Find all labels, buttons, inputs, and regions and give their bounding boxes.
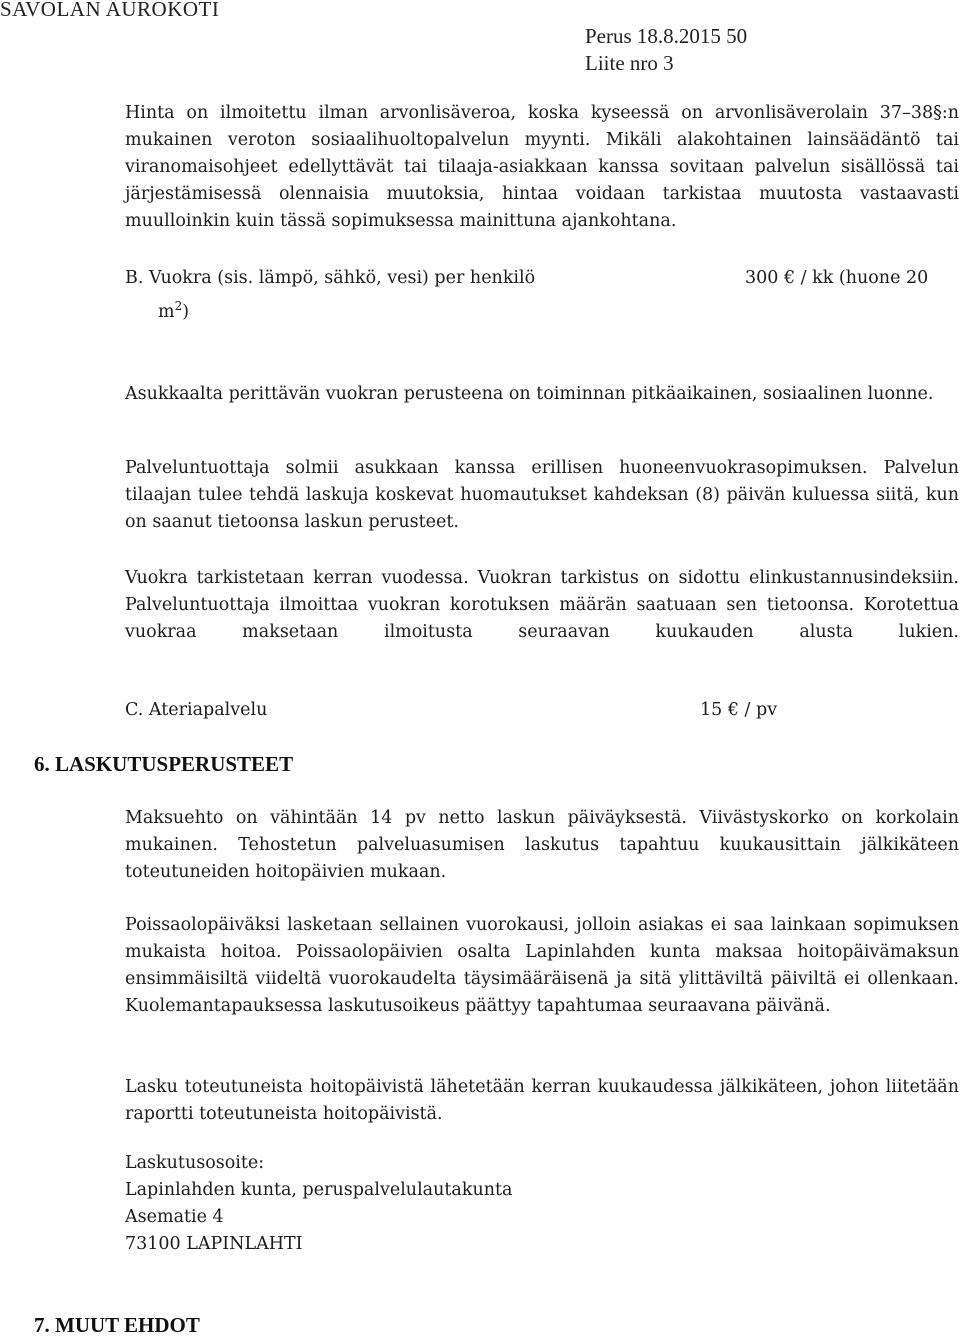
billing-address-line-2: Asematie 4 (125, 1207, 224, 1227)
invoice-paragraph: Lasku toteutuneista hoitopäivistä lähetetään kerran kuukaudessa jälkikäteen, johon liitetään raportti toteutuneista hoitopäivistä. (125, 1077, 959, 1124)
billing-address-label: Laskutusosoite: (125, 1153, 265, 1173)
price-intro-paragraph: Hinta on ilmoitettu ilman arvonlisäveroa, koska kyseessä on arvonlisäverolain 37–38§:n mukainen veroton sosiaalihuoltopalvelun myynti. Mikäli alakohtainen lainsäädäntö tai viranomaisohjeet edellyttävät tai tilaaja-asiakkaan kanssa sovitaan palvelun sisällössä tai järjestämisessä olennaisia muutoksia, hintaa voidaan tarkistaa muutosta vastaavasti muulloinkin kuin tässä sopimuksessa mainittuna ajankohtana. (125, 103, 959, 231)
section-6-heading: 6. LASKUTUSPERUSTEET (34, 752, 294, 776)
rent-unit-close: ) (182, 302, 190, 322)
organization-name: SAVOLAN AUROKOTI (0, 0, 220, 21)
meal-service-label: C. Ateriapalvelu (125, 700, 268, 720)
rent-unit-m: m (158, 302, 175, 322)
rent-unit-superscript: 2 (174, 299, 183, 313)
rent-contract-paragraph: Palveluntuottaja solmii asukkaan kanssa erillisen huoneenvuokrasopimuksen. Palvelun tilaajan tulee tehdä laskuja koskevat huomautukset kahdeksan (8) päivän kuluessa siitä, kun on saanut tietoonsa laskun perusteet. (125, 458, 959, 532)
billing-address-line-1: Lapinlahden kunta, peruspalvelulautakunta (125, 1180, 513, 1200)
rent-price: 300 € / kk (huone 20 (745, 268, 929, 288)
rent-review-paragraph: Vuokra tarkistetaan kerran vuodessa. Vuokran tarkistus on sidottu elinkustannusindeksiin. Palveluntuottaja ilmoittaa vuokran korotuksen määrän saatuaan sen tietoonsa. Korotettua vuokraa maksetaan ilmoitusta seuraavan kuukauden alusta lukien. (125, 568, 959, 642)
payment-terms-paragraph: Maksuehto on vähintään 14 pv netto laskun päiväyksestä. Viivästyskorko on korkolain mukainen. Tehostetun palveluasumisen laskutus tapahtuu kuukausittain jälkikäteen toteutuneiden hoitopäivien mukaan. (125, 808, 959, 882)
rent-unit (158, 299, 190, 322)
meal-service-price: 15 € / pv (700, 700, 778, 720)
rent-label: B. Vuokra (sis. lämpö, sähkö, vesi) per henkilö (125, 268, 536, 288)
appendix-number: Liite nro 3 (585, 51, 674, 75)
billing-address-line-3: 73100 LAPINLAHTI (125, 1234, 303, 1254)
section-7-heading: 7. MUUT EHDOT (34, 1313, 200, 1337)
rent-basis-paragraph: Asukkaalta perittävän vuokran perusteena on toiminnan pitkäaikainen, sosiaalinen luonne. (125, 384, 934, 404)
absence-paragraph: Poissaolopäiväksi lasketaan sellainen vuorokausi, jolloin asiakas ei saa lainkaan sopimuksen mukaista hoitoa. Poissaolopäivien osalta Lapinlahden kunta maksaa hoitopäivämaksun ensimmäisiltä viideltä vuorokaudelta täysimääräisenä ja sitä ylittäviltä päiviltä ei ollenkaan. Kuolemantapauksessa laskutusoikeus päättyy tapahtumaa seuraavana päivänä. (125, 915, 959, 1016)
meeting-reference: Perus 18.8.2015 50 (585, 24, 748, 48)
